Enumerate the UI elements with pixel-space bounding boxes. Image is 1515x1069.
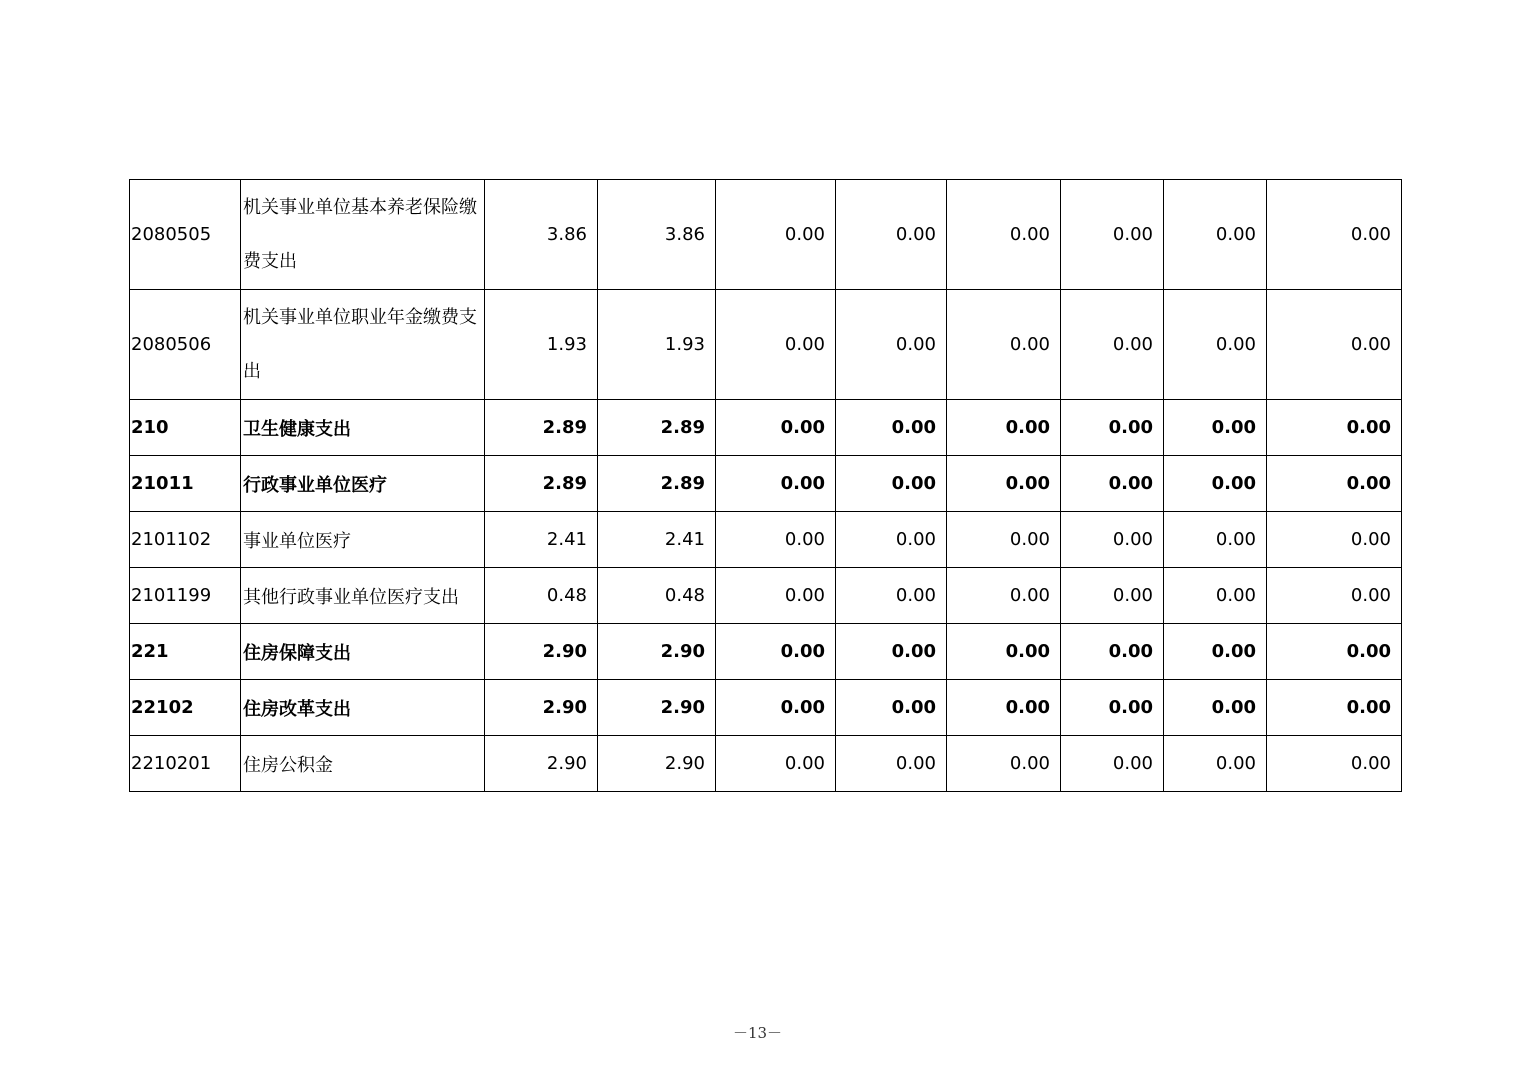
amount-cell: 0.00 <box>1061 736 1164 792</box>
subject-code-cell: 21011 <box>130 456 241 512</box>
amount-cell: 0.00 <box>836 568 947 624</box>
amount-cell: 0.00 <box>1061 180 1164 290</box>
amount-cell: 0.00 <box>1267 290 1402 400</box>
amount-cell: 0.00 <box>836 512 947 568</box>
amount-cell: 0.00 <box>1267 680 1402 736</box>
amount-cell: 2.90 <box>485 736 598 792</box>
table-row <box>130 400 1402 456</box>
amount-cell: 0.00 <box>836 400 947 456</box>
amount-cell: 0.00 <box>1164 568 1267 624</box>
table-row <box>130 456 1402 512</box>
amount-cell: 0.00 <box>836 736 947 792</box>
amount-cell: 0.00 <box>947 512 1061 568</box>
amount-cell: 0.00 <box>947 680 1061 736</box>
amount-cell: 0.00 <box>1267 624 1402 680</box>
subject-name-cell: 行政事业单位医疗 <box>241 456 485 512</box>
amount-cell: 0.00 <box>1267 400 1402 456</box>
amount-cell: 0.00 <box>716 290 836 400</box>
amount-cell: 0.00 <box>947 180 1061 290</box>
subject-name-cell: 其他行政事业单位医疗支出 <box>241 568 485 624</box>
amount-cell: 2.89 <box>598 400 716 456</box>
amount-cell: 2.41 <box>598 512 716 568</box>
table-body <box>130 180 1402 792</box>
amount-cell: 0.00 <box>716 400 836 456</box>
amount-cell: 0.00 <box>1164 512 1267 568</box>
amount-cell: 3.86 <box>598 180 716 290</box>
amount-cell: 2.90 <box>598 736 716 792</box>
amount-cell: 2.90 <box>485 624 598 680</box>
subject-name-cell: 事业单位医疗 <box>241 512 485 568</box>
amount-cell: 0.00 <box>1061 624 1164 680</box>
amount-cell: 0.00 <box>716 456 836 512</box>
amount-cell: 0.00 <box>1164 624 1267 680</box>
amount-cell: 0.00 <box>716 180 836 290</box>
subject-name-cell: 机关事业单位基本养老保险缴费支出 <box>241 180 485 290</box>
amount-cell: 0.00 <box>1164 290 1267 400</box>
amount-cell: 2.90 <box>598 680 716 736</box>
amount-cell: 0.00 <box>1164 400 1267 456</box>
amount-cell: 0.00 <box>947 400 1061 456</box>
table-row <box>130 290 1402 400</box>
subject-name-cell: 住房公积金 <box>241 736 485 792</box>
subject-code-cell: 2080506 <box>130 290 241 400</box>
amount-cell: 0.00 <box>1061 290 1164 400</box>
amount-cell: 0.00 <box>1267 736 1402 792</box>
subject-code-cell: 2101102 <box>130 512 241 568</box>
amount-cell: 0.00 <box>1061 400 1164 456</box>
amount-cell: 0.00 <box>836 290 947 400</box>
subject-name-cell: 住房改革支出 <box>241 680 485 736</box>
amount-cell: 1.93 <box>598 290 716 400</box>
amount-cell: 2.89 <box>485 400 598 456</box>
amount-cell: 0.00 <box>716 736 836 792</box>
amount-cell: 0.48 <box>598 568 716 624</box>
amount-cell: 0.00 <box>947 624 1061 680</box>
amount-cell: 0.48 <box>485 568 598 624</box>
table-row <box>130 680 1402 736</box>
amount-cell: 2.89 <box>598 456 716 512</box>
page-number: －13－ <box>732 1024 783 1042</box>
amount-cell: 0.00 <box>947 290 1061 400</box>
table-row <box>130 568 1402 624</box>
amount-cell: 0.00 <box>1061 568 1164 624</box>
subject-code-cell: 210 <box>130 400 241 456</box>
amount-cell: 0.00 <box>836 624 947 680</box>
subject-code-cell: 22102 <box>130 680 241 736</box>
amount-cell: 2.41 <box>485 512 598 568</box>
amount-cell: 0.00 <box>947 736 1061 792</box>
table-row <box>130 512 1402 568</box>
amount-cell: 0.00 <box>1267 180 1402 290</box>
amount-cell: 0.00 <box>947 568 1061 624</box>
subject-name-cell: 住房保障支出 <box>241 624 485 680</box>
subject-name-cell: 卫生健康支出 <box>241 400 485 456</box>
amount-cell: 0.00 <box>1061 456 1164 512</box>
subject-name-cell: 机关事业单位职业年金缴费支出 <box>241 290 485 400</box>
amount-cell: 1.93 <box>485 290 598 400</box>
amount-cell: 0.00 <box>1267 512 1402 568</box>
amount-cell: 0.00 <box>836 456 947 512</box>
amount-cell: 0.00 <box>1164 180 1267 290</box>
subject-code-cell: 221 <box>130 624 241 680</box>
amount-cell: 0.00 <box>716 680 836 736</box>
amount-cell: 0.00 <box>1061 680 1164 736</box>
amount-cell: 0.00 <box>716 512 836 568</box>
amount-cell: 2.89 <box>485 456 598 512</box>
amount-cell: 0.00 <box>836 180 947 290</box>
amount-cell: 3.86 <box>485 180 598 290</box>
amount-cell: 0.00 <box>1267 456 1402 512</box>
subject-code-cell: 2080505 <box>130 180 241 290</box>
amount-cell: 0.00 <box>1164 456 1267 512</box>
amount-cell: 0.00 <box>947 456 1061 512</box>
amount-cell: 0.00 <box>1061 512 1164 568</box>
table-row <box>130 624 1402 680</box>
amount-cell: 0.00 <box>1164 736 1267 792</box>
subject-code-cell: 2101199 <box>130 568 241 624</box>
amount-cell: 0.00 <box>1164 680 1267 736</box>
amount-cell: 2.90 <box>485 680 598 736</box>
table-row <box>130 180 1402 290</box>
subject-code-cell: 2210201 <box>130 736 241 792</box>
amount-cell: 2.90 <box>598 624 716 680</box>
amount-cell: 0.00 <box>716 624 836 680</box>
amount-cell: 0.00 <box>1267 568 1402 624</box>
budget-expenditure-table <box>129 179 1402 792</box>
amount-cell: 0.00 <box>836 680 947 736</box>
table-row <box>130 736 1402 792</box>
amount-cell: 0.00 <box>716 568 836 624</box>
